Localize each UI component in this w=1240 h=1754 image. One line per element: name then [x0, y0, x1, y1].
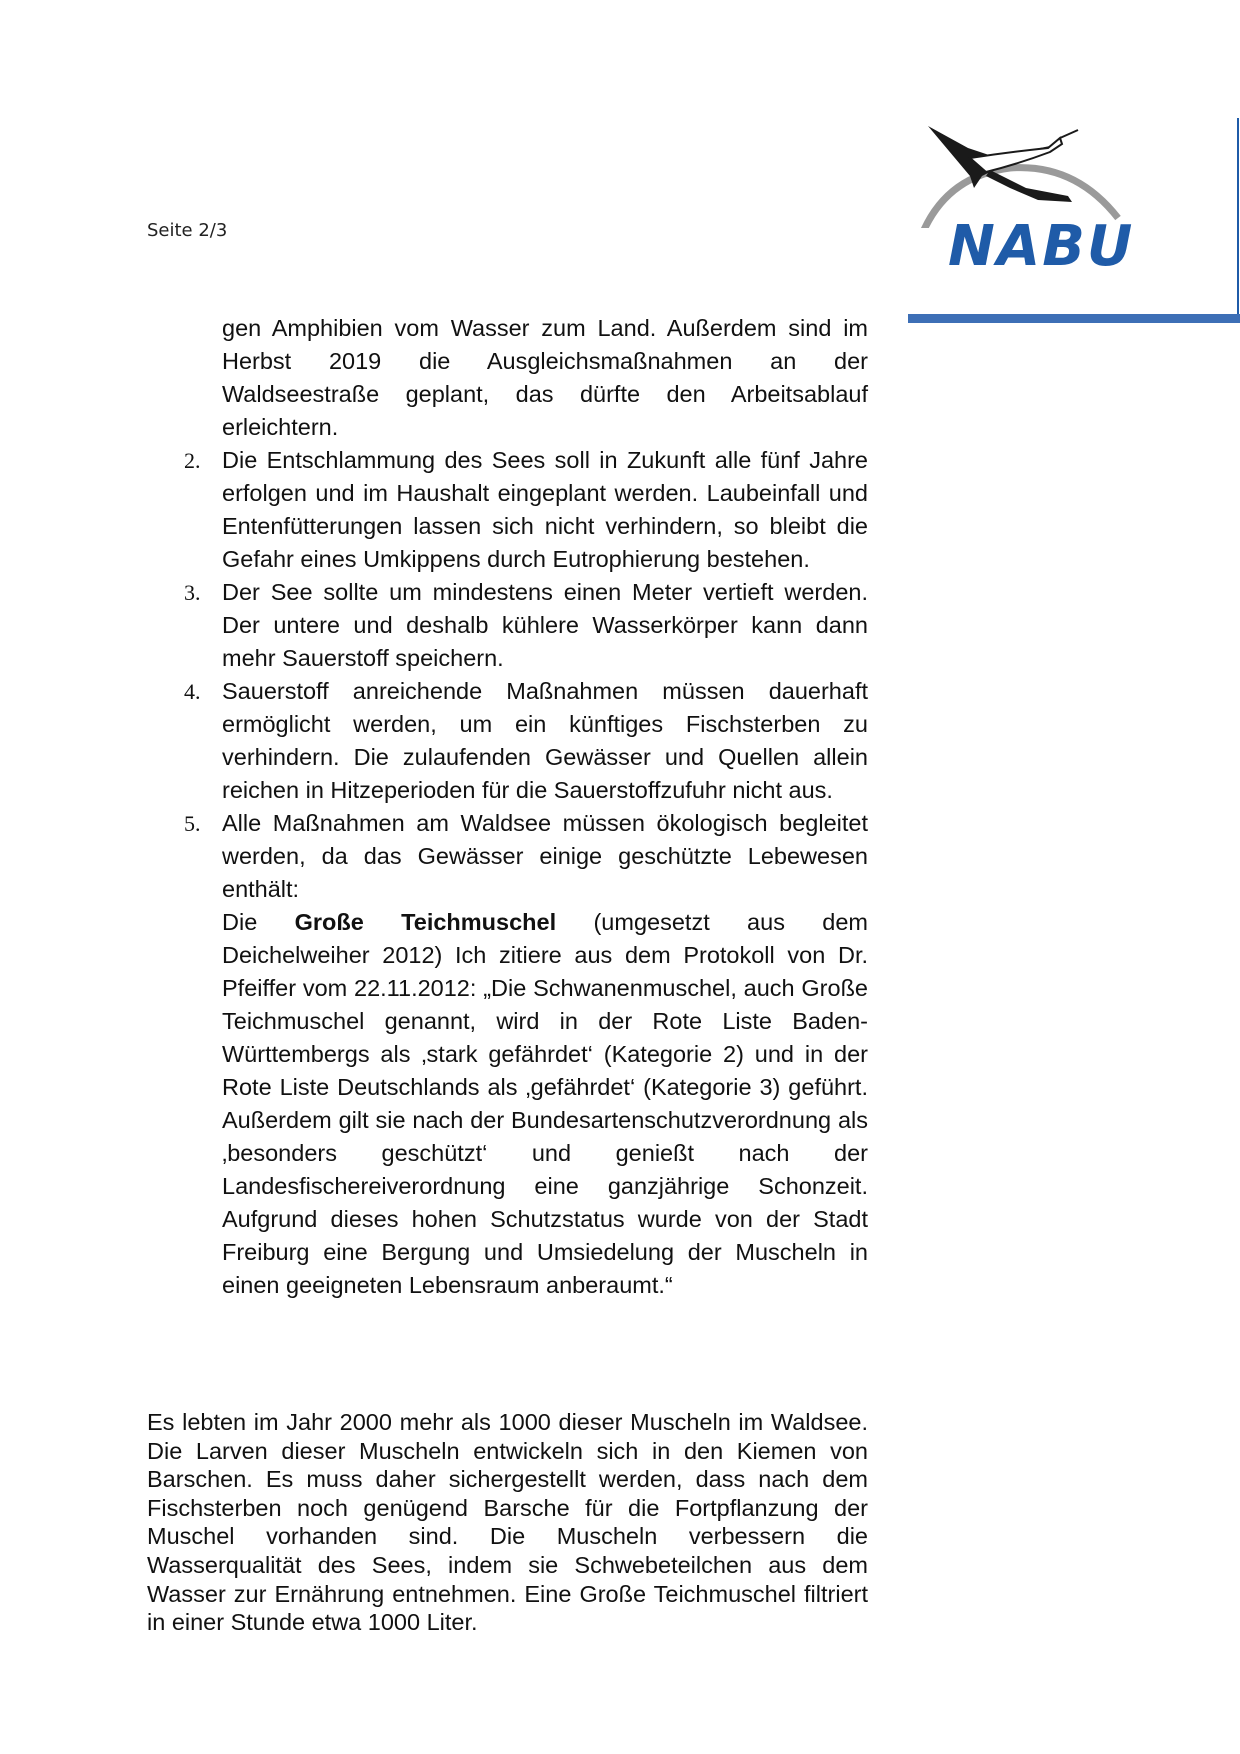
species-name: Große Teichmuschel	[294, 909, 557, 935]
list-text: Der See sollte um mindestens einen Meter vertieft werden. Der untere und deshalb kühlere Wasserkörper kann dann mehr Sauerstoff speichern.	[222, 579, 868, 671]
quote-text: (umgesetzt aus dem Deichelweiher 2012) Ich zitiere aus dem Protokoll von Dr. Pfeiffer vom 22.11.2012: „Die Schwanenmuschel, auch Große Teichmuschel genannt, wird in der Rote Liste Baden-Württembergs als ‚stark gefährdet‘ (Kategorie 2) und in der Rote Liste Deutschlands als ‚gefährdet‘ (Kategorie 3) geführt. Außerdem gilt sie nach der Bundesartenschutzverordnung als ‚besonders geschützt‘ und genießt nach der Landesfischereiverordnung eine ganzjährige Schonzeit. Aufgrund dieses hohen Schutzstatus wurde von der Stadt Freiburg eine Bergung und Umsiedelung der Muscheln in einen geeigneten Lebensraum anberaumt.“	[222, 909, 868, 1298]
logo-text: NABU	[948, 214, 1135, 279]
closing-paragraph: Es lebten im Jahr 2000 mehr als 1000 dieser Muscheln im Waldsee. Die Larven dieser Muscheln entwickeln sich in den Kiemen von Barschen. Es muss daher sichergestellt werden, dass nach dem Fischsterben noch genügend Barsche für die Fortpflanzung der Muschel vorhanden sind. Die Muscheln verbessern die Wasserqualität des Sees, indem sie Schwebeteilchen aus dem Wasser zur Ernährung entnehmen. Eine Große Teichmuschel filtriert in einer Stunde etwa 1000 Liter.	[147, 1409, 868, 1636]
page-number: Seite 2/3	[147, 220, 228, 241]
right-rule	[1237, 118, 1239, 323]
nabu-logo	[900, 118, 1150, 288]
list-item	[184, 576, 868, 675]
quote-paragraph	[222, 906, 868, 1302]
quote-prefix: Die	[222, 909, 295, 935]
list-number: 3.	[184, 580, 201, 605]
list-text: Alle Maßnahmen am Waldsee müssen ökologisch begleitet werden, da das Gewässer einige geschützte Lebewesen enthält:	[222, 810, 868, 902]
list-text: Die Entschlammung des Sees soll in Zukunft alle fünf Jahre erfolgen und im Haushalt eingeplant werden. Laubeinfall und Entenfütterungen lassen sich nicht verhindern, so bleibt die Gefahr eines Umkippens durch Eutrophierung bestehen.	[222, 447, 868, 572]
list-number: 4.	[184, 679, 201, 704]
list-item	[184, 444, 868, 576]
list-item	[184, 807, 868, 1302]
list-item	[184, 675, 868, 807]
list-number: 5.	[184, 811, 201, 836]
list-number: 2.	[184, 448, 201, 473]
list-text: Sauerstoff anreichende Maßnahmen müssen dauerhaft ermöglicht werden, um ein künftiges Fischsterben zu verhindern. Die zulaufenden Gewässer und Quellen allein reichen in Hitzeperioden für die Sauerstoffzufuhr nicht aus.	[222, 678, 868, 803]
document-body	[0, 312, 1240, 1302]
stork-icon	[900, 118, 1150, 228]
intro-continuation: gen Amphibien vom Wasser zum Land. Außerdem sind im Herbst 2019 die Ausgleichsmaßnahmen an der Waldseestraße geplant, das dürfte den Arbeitsablauf erleichtern.	[222, 315, 868, 440]
